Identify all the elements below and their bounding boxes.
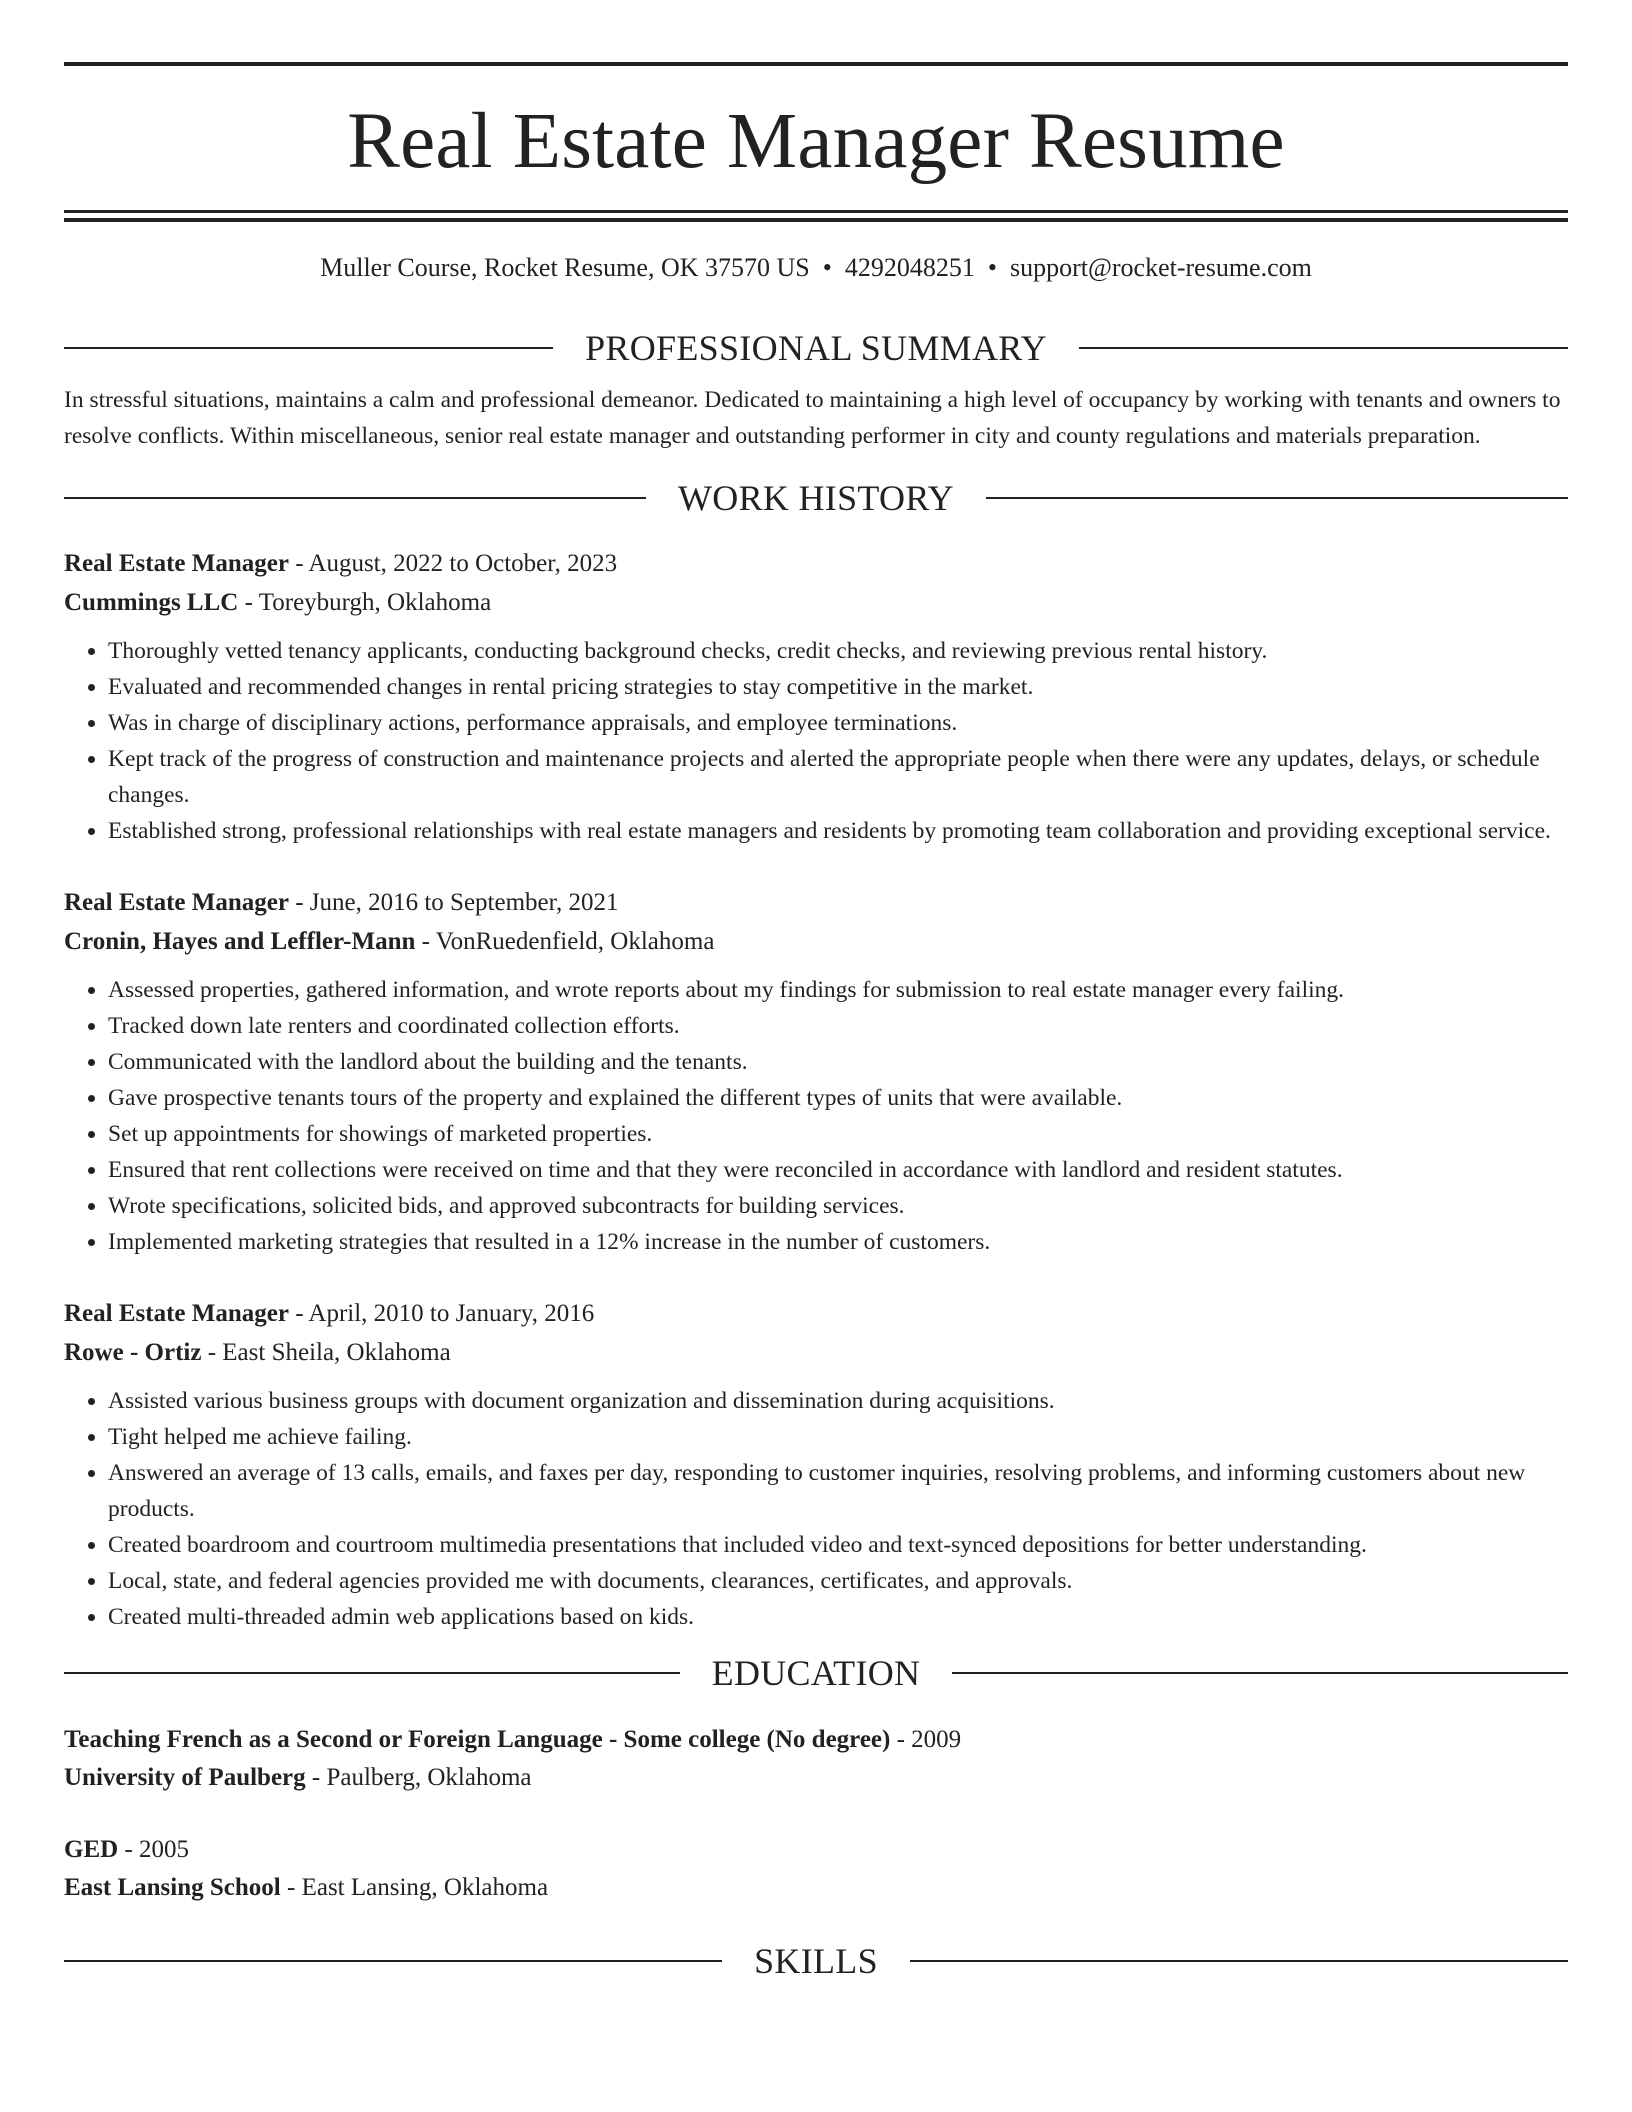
section-title: PROFESSIONAL SUMMARY bbox=[585, 328, 1047, 368]
job-dates: - June, 2016 to September, 2021 bbox=[288, 889, 619, 916]
job-title-line bbox=[64, 1294, 1568, 1333]
education-degree: GED bbox=[64, 1836, 119, 1863]
job-location: - VonRuedenfield, Oklahoma bbox=[415, 928, 715, 955]
education-year: - 2009 bbox=[890, 1726, 962, 1753]
education-degree-line bbox=[64, 1831, 1568, 1869]
list-item: • Set up appointments for showings of marketed properties. bbox=[108, 1116, 1568, 1152]
heading-rule-right bbox=[952, 1672, 1568, 1674]
contact-email: support@rocket-resume.com bbox=[1009, 253, 1312, 282]
job-bullets bbox=[64, 633, 1568, 849]
job-bullets bbox=[64, 972, 1568, 1260]
education-location: - East Lansing, Oklahoma bbox=[280, 1874, 549, 1901]
education-school: University of Paulberg bbox=[64, 1764, 306, 1791]
contact-phone: 4292048251 bbox=[844, 253, 975, 282]
resume-title: Real Estate Manager Resume bbox=[347, 98, 1285, 185]
list-item: • Wrote specifications, solicited bids, and approved subcontracts for building services. bbox=[108, 1188, 1568, 1224]
job-company: Rowe - Ortiz bbox=[64, 1339, 202, 1366]
education-entry bbox=[64, 1721, 1568, 1797]
job-company: Cronin, Hayes and Leffler-Mann bbox=[64, 928, 416, 955]
section-heading-education bbox=[64, 1653, 1568, 1693]
education-school: East Lansing School bbox=[64, 1874, 281, 1901]
job-company-line bbox=[64, 1333, 1568, 1372]
heading-rule-left bbox=[64, 1672, 680, 1674]
education-entry bbox=[64, 1831, 1568, 1907]
section-title: WORK HISTORY bbox=[678, 478, 954, 518]
job-dates: - April, 2010 to January, 2016 bbox=[288, 1300, 595, 1327]
education-degree-line bbox=[64, 1721, 1568, 1759]
education-location: - Paulberg, Oklahoma bbox=[305, 1764, 532, 1791]
list-item: • Thoroughly vetted tenancy applicants, conducting background checks, credit checks, and reviewing previous rental history. bbox=[108, 633, 1568, 669]
list-item: • Was in charge of disciplinary actions, performance appraisals, and employee terminations. bbox=[108, 705, 1568, 741]
job-entry bbox=[64, 544, 1568, 849]
section-heading-summary bbox=[64, 328, 1568, 368]
job-title: Real Estate Manager bbox=[64, 1300, 289, 1327]
section-title: SKILLS bbox=[754, 1941, 878, 1981]
list-item: • Communicated with the landlord about the building and the tenants. bbox=[108, 1044, 1568, 1080]
contact-address: Muller Course, Rocket Resume, OK 37570 US bbox=[320, 253, 810, 282]
job-company: Cummings LLC bbox=[64, 589, 239, 616]
summary-text: In stressful situations, maintains a calm and professional demeanor. Dedicated to maintaining a high level of occupancy by working with tenants and owners to resolve conflicts. Within miscellaneous, senior real estate manager and outstanding performer in city and county regulations and materials preparation. bbox=[64, 387, 1561, 449]
title-double-rule bbox=[64, 210, 1568, 222]
heading-rule-right bbox=[910, 1960, 1568, 1962]
heading-rule-right bbox=[1079, 347, 1568, 349]
job-title: Real Estate Manager bbox=[64, 889, 289, 916]
list-item: • Kept track of the progress of construction and maintenance projects and alerted the appropriate people when there were any updates, delays, or schedule changes. bbox=[108, 741, 1568, 813]
job-company-line bbox=[64, 583, 1568, 622]
list-item: • Local, state, and federal agencies provided me with documents, clearances, certificates, and approvals. bbox=[108, 1563, 1568, 1599]
contact-separator: • bbox=[987, 253, 997, 282]
education-degree: Teaching French as a Second or Foreign Language - Some college (No degree) bbox=[64, 1726, 891, 1753]
education-year: - 2005 bbox=[118, 1836, 190, 1863]
job-location: - Toreyburgh, Oklahoma bbox=[238, 589, 492, 616]
contact-separator: • bbox=[822, 253, 832, 282]
list-item: • Created boardroom and courtroom multimedia presentations that included video and text-synced depositions for better understanding. bbox=[108, 1527, 1568, 1563]
list-item: • Assessed properties, gathered information, and wrote reports about my findings for submission to real estate manager every failing. bbox=[108, 972, 1568, 1008]
list-item: • Ensured that rent collections were received on time and that they were reconciled in accordance with landlord and resident statutes. bbox=[108, 1152, 1568, 1188]
job-title-line bbox=[64, 544, 1568, 583]
list-item: • Established strong, professional relationships with real estate managers and residents by promoting team collaboration and providing exceptional service. bbox=[108, 813, 1568, 849]
heading-rule-right bbox=[986, 497, 1568, 499]
job-title-line bbox=[64, 883, 1568, 922]
job-bullets bbox=[64, 1383, 1568, 1635]
education-school-line bbox=[64, 1869, 1568, 1907]
section-heading-skills bbox=[64, 1941, 1568, 1981]
section-heading-work bbox=[64, 478, 1568, 518]
list-item: • Gave prospective tenants tours of the property and explained the different types of units that were available. bbox=[108, 1080, 1568, 1116]
list-item: • Implemented marketing strategies that resulted in a 12% increase in the number of customers. bbox=[108, 1224, 1568, 1260]
job-dates: - August, 2022 to October, 2023 bbox=[288, 550, 618, 577]
section-title: EDUCATION bbox=[711, 1653, 921, 1693]
education-school-line bbox=[64, 1759, 1568, 1797]
list-item: • Answered an average of 13 calls, emails, and faxes per day, responding to customer inquiries, resolving problems, and informing customers about new products. bbox=[108, 1455, 1568, 1527]
job-entry bbox=[64, 883, 1568, 1260]
contact-line bbox=[64, 252, 1568, 288]
heading-rule-left bbox=[64, 347, 553, 349]
list-item: • Tight helped me achieve failing. bbox=[108, 1419, 1568, 1455]
job-entry bbox=[64, 1294, 1568, 1635]
job-title: Real Estate Manager bbox=[64, 550, 289, 577]
job-company-line bbox=[64, 922, 1568, 961]
job-location: - East Sheila, Oklahoma bbox=[201, 1339, 451, 1366]
heading-rule-left bbox=[64, 497, 646, 499]
list-item: • Created multi-threaded admin web applications based on kids. bbox=[108, 1599, 1568, 1635]
list-item: • Evaluated and recommended changes in rental pricing strategies to stay competitive in the market. bbox=[108, 669, 1568, 705]
heading-rule-left bbox=[64, 1960, 722, 1962]
list-item: • Tracked down late renters and coordinated collection efforts. bbox=[108, 1008, 1568, 1044]
list-item: • Assisted various business groups with document organization and dissemination during acquisitions. bbox=[108, 1383, 1568, 1419]
